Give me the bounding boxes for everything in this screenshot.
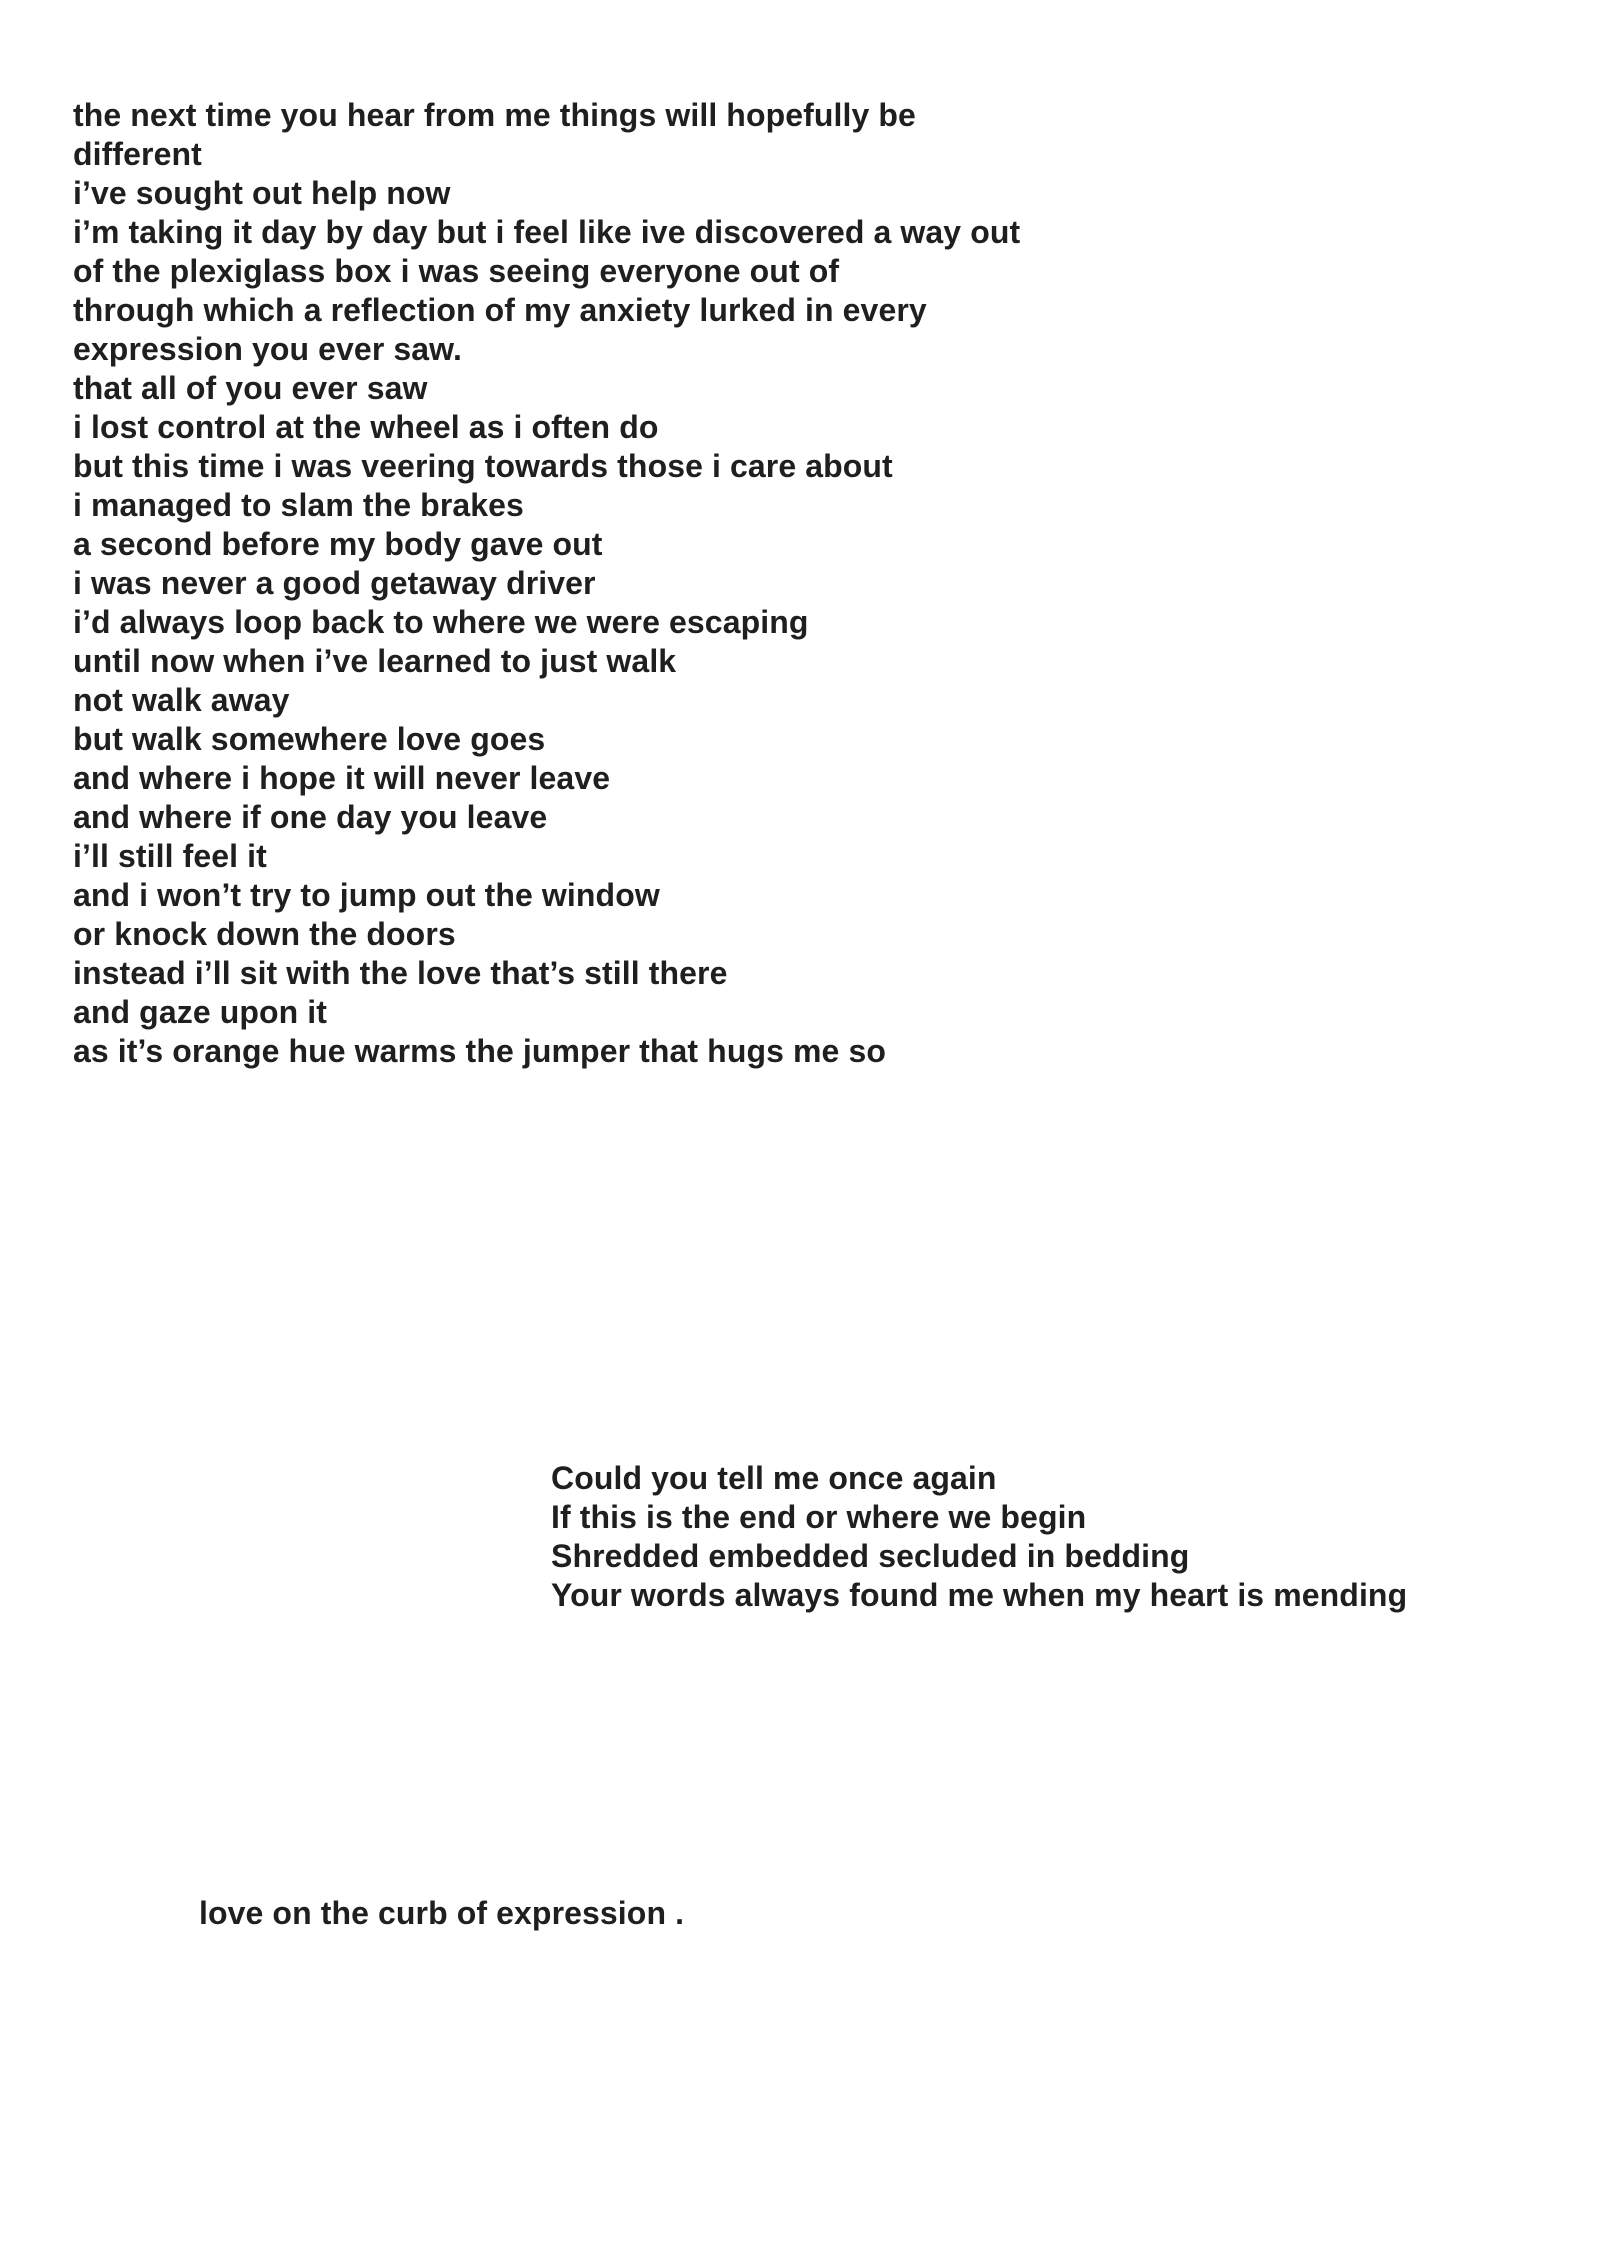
poem-line: Your words always found me when my heart is mending xyxy=(551,1577,1408,1613)
poem-line: but walk somewhere love goes xyxy=(73,721,546,757)
poem-line: Could you tell me once again xyxy=(551,1460,997,1496)
poem-line: i’ve sought out help now xyxy=(73,175,451,211)
poem-line: i’ll still feel it xyxy=(73,838,267,874)
poem-line: i managed to slam the brakes xyxy=(73,487,524,523)
poem-line: i’d always loop back to where we were escaping xyxy=(73,604,809,640)
poem-line: through which a reflection of my anxiety lurked in every xyxy=(73,292,927,328)
poem-line: but this time i was veering towards those i care about xyxy=(73,448,893,484)
poem-line: until now when i’ve learned to just walk xyxy=(73,643,677,679)
poem-closing-line xyxy=(199,1894,684,1933)
poem-line: If this is the end or where we begin xyxy=(551,1499,1087,1535)
poem-line: as it’s orange hue warms the jumper that hugs me so xyxy=(73,1033,886,1069)
poem-line: and gaze upon it xyxy=(73,994,328,1030)
poem-line: i was never a good getaway driver xyxy=(73,565,596,601)
closing-line-text: love on the curb of expression . xyxy=(199,1895,685,1931)
poem-line: different xyxy=(73,136,202,172)
poem-line: not walk away xyxy=(73,682,290,718)
poem-stanza-main xyxy=(73,96,1020,1071)
poem-line: Shredded embedded secluded in bedding xyxy=(551,1538,1190,1574)
poem-line: instead i’ll sit with the love that’s still there xyxy=(73,955,728,991)
poem-line: and where if one day you leave xyxy=(73,799,548,835)
poem-line: the next time you hear from me things will hopefully be xyxy=(73,97,916,133)
poem-line: of the plexiglass box i was seeing everyone out of xyxy=(73,253,840,289)
poem-stanza-second xyxy=(551,1459,1407,1615)
poem-line: a second before my body gave out xyxy=(73,526,603,562)
poem-line: i’m taking it day by day but i feel like ive discovered a way out xyxy=(73,214,1021,250)
poem-line: i lost control at the wheel as i often do xyxy=(73,409,659,445)
poem-line: expression you ever saw. xyxy=(73,331,462,367)
poem-line: and i won’t try to jump out the window xyxy=(73,877,660,913)
poem-line: or knock down the doors xyxy=(73,916,456,952)
poem-line: and where i hope it will never leave xyxy=(73,760,611,796)
poem-line: that all of you ever saw xyxy=(73,370,428,406)
